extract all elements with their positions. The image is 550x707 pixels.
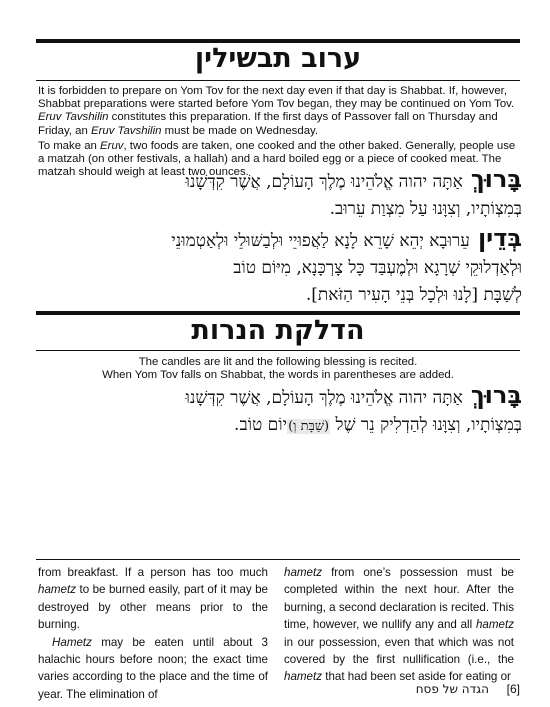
eruv-title-underline — [36, 80, 520, 81]
eruv-blessing-line-1 — [40, 166, 522, 196]
commentary-right-paragraph-1: hametz from one’s possession must be completed within the next hour. After the burning, a second declaration is recited. This time, however, we nullify any and all hametz in our possession, even that which was not covered by the first nullification (i.e., the hametz that had been set aside for eating or — [284, 566, 514, 684]
candles-blessing-text-1: אַתָּה יהוה אֱלֹהֵינוּ מֶלֶךְ הָעוֹלָם, אֲשֶׁר קִדְּשָׁנוּ — [185, 388, 463, 408]
commentary-left-paragraph-1: from breakfast. If a person has too much hametz to be burned easily, part of it may be destroyed by other means prior to the burning. — [38, 566, 268, 632]
candles-blessing-text-2a: בְּמִצְוֹתָיו, וְצִוָּנוּ לְהַדְלִיק נֵר שֶׁל — [335, 415, 522, 435]
candles-blessing-text-2b: יוֹם טוֹב. — [234, 415, 288, 435]
candles-intro — [38, 356, 518, 382]
candles-blessing-line-1 — [40, 382, 522, 412]
eruv-intro-paragraph-2: To make an Eruv, two foods are taken, one cooked and the other baked. Generally, people use a matzah (on other festivals, a hallah) and a hard boiled egg or a piece of cooked meat. The matzah should weigh at least two ounces. — [38, 139, 516, 179]
page-footer — [416, 682, 520, 696]
book-title: הגדה של פסח — [415, 682, 489, 696]
eruv-declaration-line-2: וּלְאַדְלוּקֵי שְׁרָגָא וּלְמֶעְבַּד כָּל צָרְכָּנָא, מִיּוֹם טוֹב — [233, 258, 522, 278]
candles-title: הדלקת הנרות — [191, 315, 365, 346]
blessing-opening-word: בָּרוּךְ — [470, 165, 522, 193]
eruv-blessing-text-1: אַתָּה יהוה אֱלֹהֵינוּ מֶלֶךְ הָעוֹלָם, אֲשֶׁר קִדְּשָׁנוּ — [185, 172, 463, 192]
eruv-declaration — [40, 225, 522, 309]
eruv-declaration-line-1 — [40, 225, 522, 255]
candles-intro-line-1: The candles are lit and the following blessing is recited. — [138, 356, 418, 368]
candles-blessing-opening-word: בָּרוּךְ — [470, 381, 522, 409]
candles-blessing — [40, 382, 522, 440]
eruv-declaration-text-1: עֵרוּבָא יְהֵא שָׁרֵא לָנָא לַאֲפוּיֵי וּלְבַשּׁוּלֵי וּלְאַטְמוּנֵי — [171, 231, 470, 251]
commentary-rule — [36, 559, 520, 560]
declaration-opening-word: בְּדֵין — [477, 224, 522, 252]
page-number: [6] — [506, 682, 520, 696]
commentary-right-column — [284, 564, 514, 686]
shabbat-parenthetical: (שַׁבָּת וְ) — [288, 419, 330, 434]
eruv-blessing — [40, 166, 522, 223]
commentary-left-column — [38, 564, 268, 703]
eruv-intro-paragraph-1: It is forbidden to prepare on Yom Tov for the next day even if that day is Shabbat. If, however, Shabbat preparations were started before Yom Tov began, they may be continued on Yom Tov. Eruv Tavshilin constitutes this preparation. If the first days of Passover fall on Thursday and Friday, an Eruv Tavshilin must be made on Wednesday. — [38, 85, 515, 137]
eruv-blessing-line-2: בְּמִצְוֹתָיו, וְצִוָּנוּ עַל מִצְוַת עֵרוּב. — [329, 199, 522, 219]
candles-title-underline — [36, 350, 520, 351]
eruv-declaration-line-3: לְשַׁבָּת [לָנוּ וּלְכָל בְּנֵי הָעִיר הַזֹּאת]. — [305, 285, 522, 305]
candles-blessing-line-2 — [40, 412, 522, 440]
eruv-title: ערוב תבשילין — [194, 43, 362, 74]
commentary-left-paragraph-2: Hametz may be eaten until about 3 halachic hours before noon; the exact time varies according to the place and the time of year. The elimination of — [38, 635, 268, 701]
candles-intro-line-2: When Yom Tov falls on Shabbat, the words in parentheses are added. — [102, 369, 454, 382]
